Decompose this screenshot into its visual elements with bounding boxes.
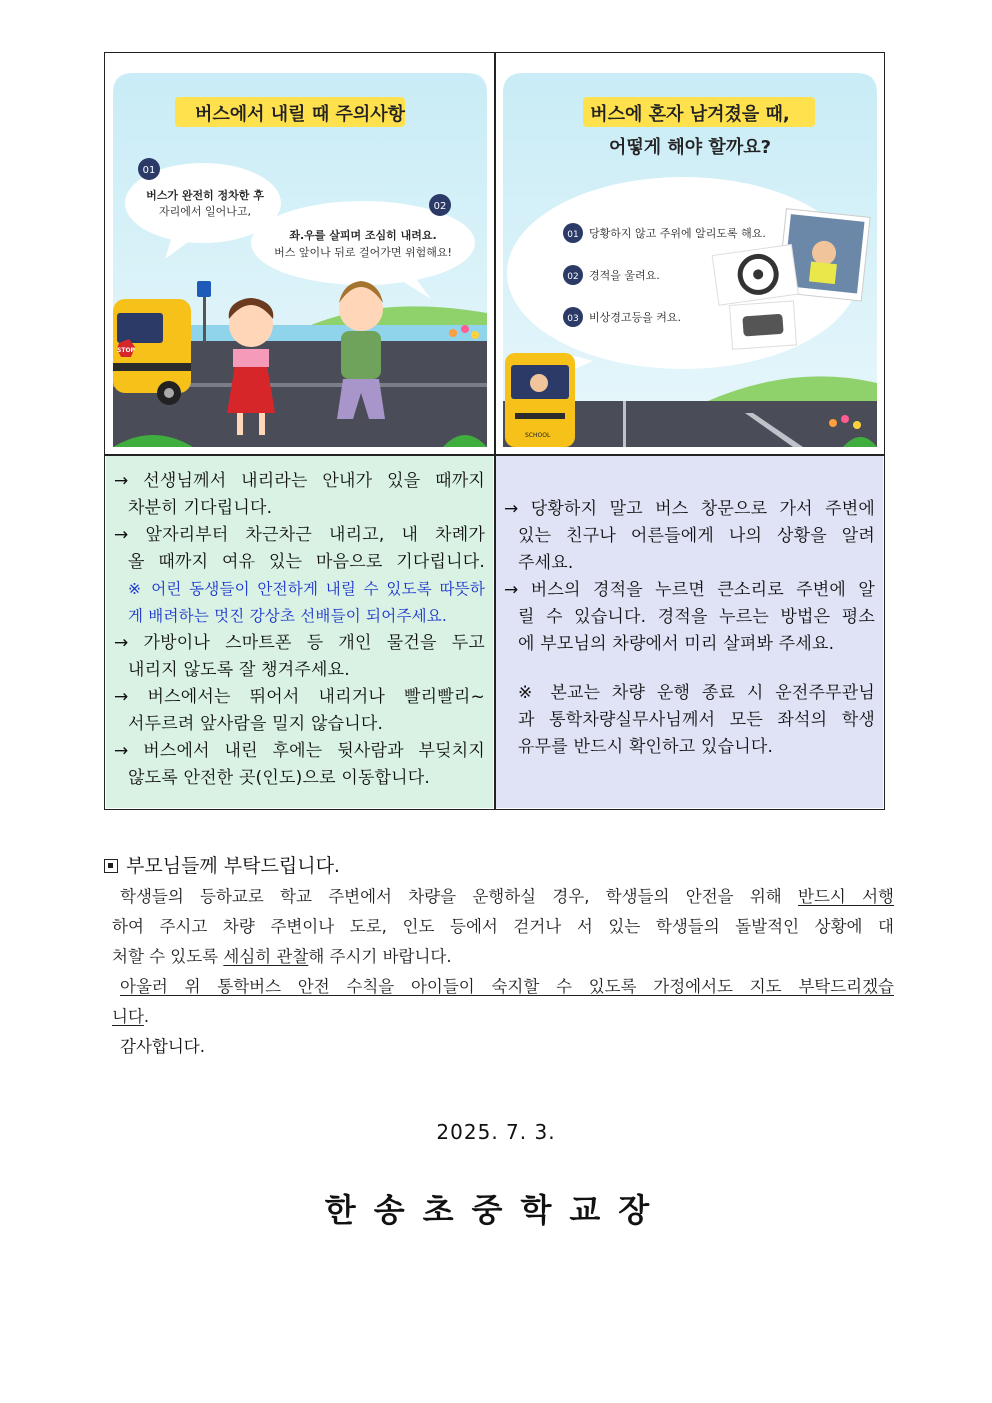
rule-1: → 선생님께서 내리라는 안내가 있을 때까지 xyxy=(114,471,485,491)
step2-text: 경적을 울려요. xyxy=(589,269,660,282)
notice-line-1 xyxy=(112,882,894,912)
notice-heading-text: 부모님들께 부탁드립니다. xyxy=(126,855,340,877)
rule-5: → 버스에서 내린 후에는 뒷사람과 부딪치지 xyxy=(114,741,485,761)
bus-label: SCHOOL xyxy=(525,432,551,439)
notice-line-3-end: 해 주시기 바랍니다. xyxy=(308,947,452,966)
notice-line-5 xyxy=(112,1002,894,1032)
stop-sign-text: STOP xyxy=(117,347,135,354)
step3-text: 비상경고등을 켜요. xyxy=(589,311,682,324)
info-table xyxy=(104,52,885,810)
home-guidance-emphasis: 아울러 위 통학버스 안전 수칙을 아이들이 숙지할 수 있도록 가정에서도 지도 부탁드리겠습 xyxy=(120,977,894,996)
bus-exit-illustration xyxy=(113,63,487,447)
notice-line-2: 하여 주시고 차량 주변이나 도로, 인도 등에서 걷거나 서 있는 학생들의 돌발적인 상황에 대 xyxy=(112,917,894,936)
bubble2-number: 02 xyxy=(433,201,447,212)
notice-line-4 xyxy=(112,972,894,1002)
left-alone-rules-text xyxy=(496,456,883,808)
school-check-note-end: 유무를 반드시 확인하고 있습니다. xyxy=(518,737,774,757)
notice-line-3 xyxy=(112,942,894,972)
notice-line-1-text: 학생들의 등하교로 학교 주변에서 차량을 운행하실 경우, 학생들의 안전을 위해 xyxy=(120,887,799,906)
bubble1-number: 01 xyxy=(142,165,156,176)
right-illustration-title-line1: 버스에 혼자 남겨졌을 때, xyxy=(590,104,790,125)
rule-3-cont: 내리지 않도록 잘 챙겨주세요. xyxy=(128,660,350,680)
rule-2: → 앞자리부터 차근차근 내리고, 내 차례가 xyxy=(114,525,485,545)
square-bullet-icon xyxy=(104,859,118,873)
right-illustration-title-line2: 어떻게 해야 할까요? xyxy=(608,137,772,158)
notice-line-5-period: . xyxy=(143,1007,150,1026)
note-seniors-cont: 게 배려하는 멋진 강상초 선배들이 되어주세요. xyxy=(128,607,448,625)
left-alone-illustration xyxy=(503,63,877,447)
rule-4: → 버스에서는 뛰어서 내리거나 빨리빨리~ xyxy=(114,687,485,707)
alone-rule-2-end: 에 부모님의 차량에서 미리 살펴봐 주세요. xyxy=(518,634,835,654)
bubble2-line1: 좌.우를 살피며 조심히 내려요. xyxy=(289,229,437,242)
exit-rules-text xyxy=(106,456,493,808)
notice-line-3-text: 처할 수 있도록 xyxy=(112,947,224,966)
note-seniors: ※ 어린 동생들이 안전하게 내릴 수 있도록 따뜻하 xyxy=(128,580,485,598)
alone-rule-2: → 버스의 경적을 누르면 큰소리로 주변에 알 xyxy=(504,580,875,600)
principal-signature: 한송초중학교장 xyxy=(324,1191,668,1229)
step2-number: 02 xyxy=(567,272,579,282)
school-check-note: ※ 본교는 차량 운행 종료 시 운전주무관님 xyxy=(518,683,875,703)
bubble2-line2: 버스 앞이나 뒤로 걸어가면 위험해요! xyxy=(274,246,452,259)
slow-down-emphasis: 반드시 서행 xyxy=(798,887,894,906)
bubble1-line1: 버스가 완전히 정차한 후 xyxy=(146,189,264,202)
step1-text: 당황하지 않고 주위에 알리도록 해요. xyxy=(589,227,766,240)
alone-rule-1: → 당황하지 말고 버스 창문으로 가서 주변에 xyxy=(504,499,875,519)
parent-notice xyxy=(104,852,894,1062)
notice-heading xyxy=(104,852,894,880)
step1-number: 01 xyxy=(567,230,579,240)
rule-5-cont: 않도록 안전한 곳(인도)으로 이동합니다. xyxy=(128,768,431,788)
alone-rule-1-end: 주세요. xyxy=(518,553,574,573)
left-illustration-title: 버스에서 내릴 때 주의사항 xyxy=(194,104,406,125)
thanks-text: 감사합니다. xyxy=(120,1037,205,1056)
rule-4-cont: 서두르려 앞사람을 밀지 않습니다. xyxy=(128,714,384,734)
observe-emphasis: 세심히 관찰 xyxy=(223,947,309,966)
home-guidance-emphasis-end: 니다 xyxy=(112,1007,144,1026)
rule-3: → 가방이나 스마트폰 등 개인 물건을 두고 xyxy=(114,633,485,653)
alone-rule-2-cont: 릴 수 있습니다. 경적을 누르는 방법은 평소 xyxy=(518,607,875,627)
document-date: 2025. 7. 3. xyxy=(436,1120,556,1144)
rule-2-cont: 올 때까지 여유 있는 마음으로 기다립니다. xyxy=(128,552,485,572)
step3-number: 03 xyxy=(567,314,579,324)
rule-1-cont: 차분히 기다립니다. xyxy=(128,498,273,518)
bubble1-line2: 자리에서 일어나고, xyxy=(158,205,252,218)
alone-rule-1-cont: 있는 친구나 어른들에게 나의 상황을 알려 xyxy=(518,526,875,546)
school-check-note-cont: 과 통학차량실무사님께서 모든 좌석의 학생 xyxy=(518,710,875,730)
